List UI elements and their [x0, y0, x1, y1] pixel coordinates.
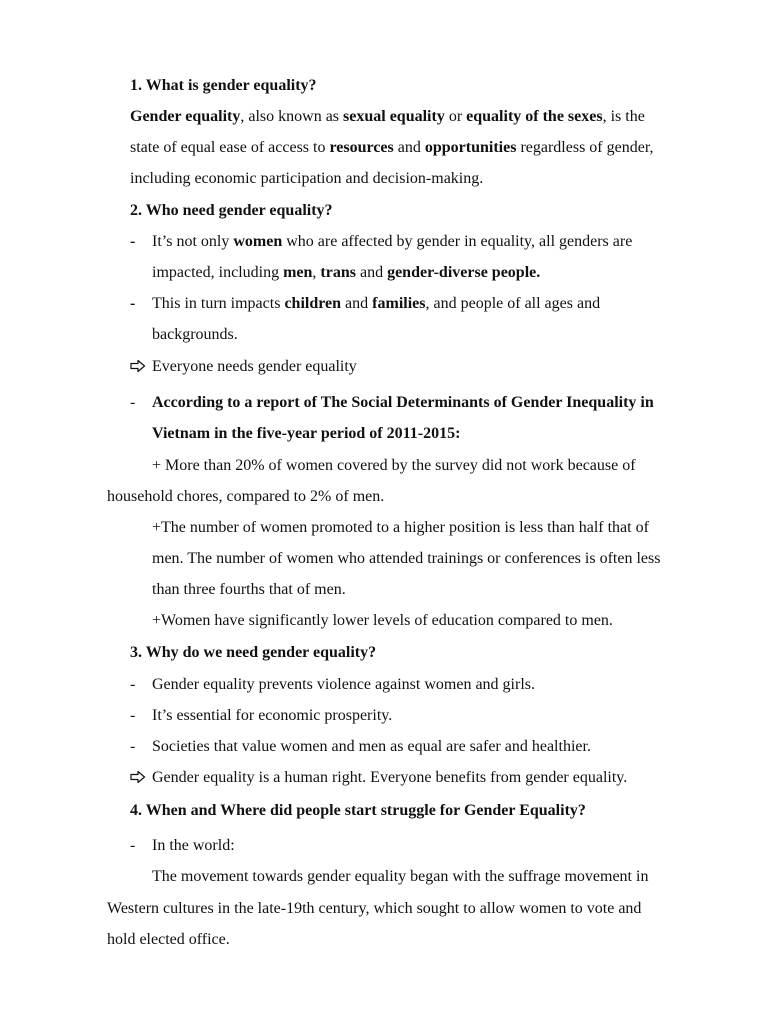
text-span: , is the	[602, 108, 645, 125]
bullet-marker: -	[130, 295, 136, 312]
text-span: , also known as	[240, 108, 344, 125]
bullet-1-line-2	[152, 263, 540, 283]
in-the-world-label: In the world:	[152, 837, 235, 854]
report-title-line-2: Vietnam in the five-year period of 2011-2015:	[152, 425, 461, 442]
text-span: state of equal ease of access to	[130, 139, 330, 156]
term-men: men	[283, 264, 313, 281]
term-women: women	[233, 233, 283, 250]
term-gender-diverse: gender-diverse people.	[387, 264, 541, 281]
term-sexual-equality: sexual equality	[343, 108, 445, 125]
text-span: ,	[312, 264, 321, 281]
reason-item: It’s essential for economic prosperity.	[152, 707, 393, 724]
section-3-heading: 3. Why do we need gender equality?	[130, 644, 377, 661]
finding-1-line-1: + More than 20% of women covered by the survey did not work because of	[152, 457, 636, 474]
finding-2-line-1: +The number of women promoted to a higher position is less than half that of	[152, 519, 649, 536]
term-equality-of-sexes: equality of the sexes	[466, 108, 603, 125]
arrow-right-icon	[130, 768, 146, 788]
history-line-2: Western cultures in the late-19th century, which sought to allow women to vote and	[107, 900, 642, 917]
bullet-marker: -	[130, 738, 136, 755]
reason-item: Gender equality prevents violence against women and girls.	[152, 676, 535, 693]
term-families: families	[372, 295, 426, 312]
text-span: It’s not only	[152, 233, 234, 250]
section-1-heading: 1. What is gender equality?	[130, 77, 317, 94]
bullet-marker: -	[130, 676, 136, 693]
term-trans: trans	[320, 264, 356, 281]
text-span: and	[341, 295, 373, 312]
finding-2-line-3: than three fourths that of men.	[152, 581, 346, 598]
finding-1-line-2: household chores, compared to 2% of men.	[107, 488, 385, 505]
bullet-marker: -	[130, 837, 136, 854]
definition-line-3: including economic participation and decision-making.	[130, 170, 484, 187]
section-2-conclusion: Everyone needs gender equality	[152, 358, 357, 375]
text-span: who are affected by gender in equality, all genders are	[282, 233, 633, 250]
term-gender-equality: Gender equality	[130, 108, 241, 125]
finding-2-line-2: men. The number of women who attended trainings or conferences is often less	[152, 550, 661, 567]
text-span: and	[393, 139, 425, 156]
text-span: This in turn impacts	[152, 295, 285, 312]
bullet-2-line-2: backgrounds.	[152, 326, 238, 343]
text-span: impacted, including	[152, 264, 284, 281]
term-opportunities: opportunities	[424, 139, 517, 156]
finding-3: +Women have significantly lower levels of education compared to men.	[152, 612, 613, 629]
arrow-right-icon	[130, 357, 146, 377]
section-3-conclusion: Gender equality is a human right. Everyone benefits from gender equality.	[152, 769, 628, 786]
bullet-1-line-1	[152, 232, 632, 252]
reason-item: Societies that value women and men as equal are safer and healthier.	[152, 738, 591, 755]
history-line-3: hold elected office.	[107, 931, 230, 948]
bullet-marker: -	[130, 233, 136, 250]
term-resources: resources	[329, 139, 394, 156]
section-4-heading: 4. When and Where did people start struggle for Gender Equality?	[130, 802, 586, 819]
definition-line-1	[130, 107, 645, 127]
section-2-heading: 2. Who need gender equality?	[130, 202, 333, 219]
term-children: children	[284, 295, 342, 312]
text-span: , and people of all ages and	[425, 295, 601, 312]
bullet-marker: -	[130, 707, 136, 724]
text-span: and	[355, 264, 388, 281]
bullet-marker: -	[130, 394, 136, 411]
text-span: or	[444, 108, 467, 125]
definition-line-2	[130, 138, 654, 158]
report-title-line-1: According to a report of The Social Determinants of Gender Inequality in	[152, 394, 654, 411]
bullet-2-line-1	[152, 294, 600, 314]
history-line-1: The movement towards gender equality began with the suffrage movement in	[152, 868, 649, 885]
text-span: regardless of gender,	[516, 139, 654, 156]
